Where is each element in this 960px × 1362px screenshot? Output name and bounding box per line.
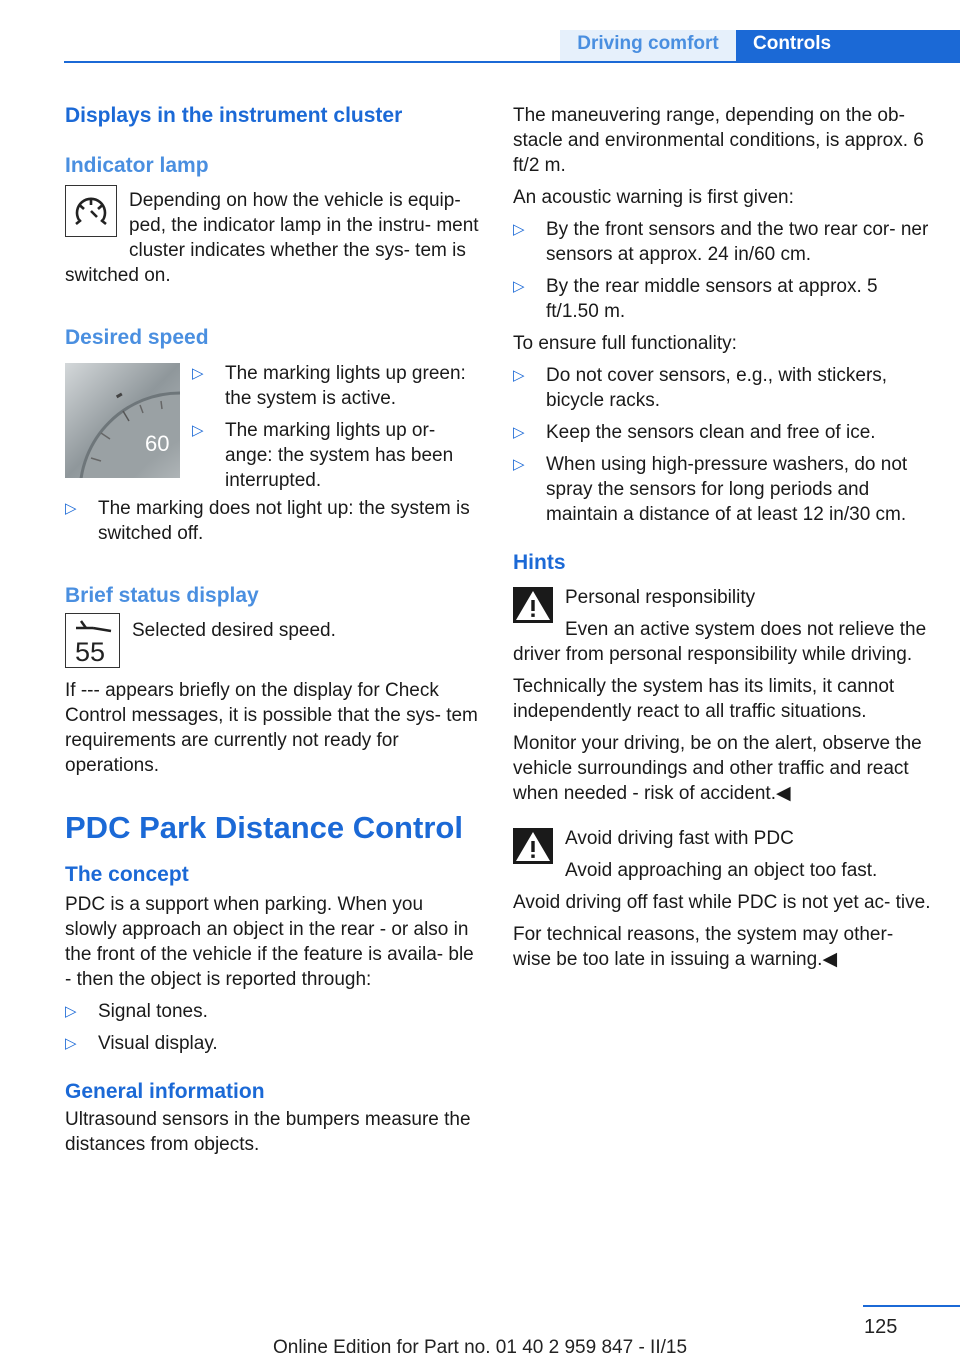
list-item-text: The marking does not light up: the system is switched off. [98,498,470,544]
list-item [513,274,933,324]
list-item-text: By the front sensors and the two rear cor‐ ner sensors at approx. 24 in/60 cm. [546,219,929,265]
warning-icon [513,828,553,864]
list-item [513,363,933,413]
indicator-block [65,188,480,288]
warning-block-2 [513,826,933,883]
bullet-glyph: ▷ [192,422,204,439]
warning-1-paragraph-3: Monitor your driving, be on the alert, observe the vehicle surroundings and other traffic and react when needed - risk of accident.◀ [513,733,922,804]
desired-block [65,361,480,546]
concept-text: PDC is a support when parking. When you slowly approach an object in the rear - or also in the front of the vehicle if the feature is availa‐ ble - then the object is reported through: [65,894,474,990]
indicator-text: Depending on how the vehicle is equip‐ ped, the indicator lamp in the instru‐ ment cluster indicates whether the sys‐ tem is switched on. [65,190,479,286]
list-item-text: Do not cover sensors, e.g., with stickers, bicycle racks. [546,365,888,411]
bullet-glyph: ▷ [65,500,77,517]
bullet-glyph: ▷ [192,365,204,382]
bullet-glyph: ▷ [513,221,525,238]
list-item [65,999,480,1024]
warning-2-paragraph-3: For technical reasons, the system may other‐ wise be too late in issuing a warning.◀ [513,924,894,970]
left-column [65,100,480,1157]
speed-icon-number: 55 [75,637,106,666]
warning-block-1 [513,585,933,667]
general-text: Ultrasound sensors in the bumpers measure the distances from objects. [65,1109,471,1155]
warning-1-paragraph-2: Technically the system has its limits, it cannot independently react to all traffic situations. [513,676,895,722]
header-rule [64,61,960,63]
bullet-glyph: ▷ [513,367,525,384]
function-bullets [513,363,933,527]
bullet-glyph: ▷ [513,424,525,441]
heading-concept: The concept [65,863,189,886]
list-item-text: The marking lights up or‐ ange: the system has been interrupted. [225,420,454,491]
cruise-control-icon [65,185,117,237]
warning-icon [513,587,553,623]
list-item-text: The marking lights up green: the system is active. [225,363,466,409]
footer-edition: Online Edition for Part no. 01 40 2 959 847 - II/15 [272,1337,688,1358]
list-item-text: Signal tones. [98,1001,208,1022]
speedometer-gauge-image [65,363,180,478]
acoustic-bullets [513,217,933,324]
bullet-glyph: ▷ [65,1003,77,1020]
acoustic-text: An acoustic warning is first given: [513,187,794,208]
header-section-tab: Driving comfort [560,30,736,61]
list-item [65,1031,480,1056]
heading-displays: Displays in the instrument cluster [65,104,403,127]
warning-2-text: Avoid approaching an object too fast. [565,860,878,881]
page-number: 125 [864,1316,898,1338]
gauge-number: 60 [145,431,170,456]
list-item [513,217,933,267]
range-text: The maneuvering range, depending on the ob‐ stacle and environmental conditions, is approx. 6 ft/2 m. [513,105,924,176]
heading-brief-status: Brief status display [65,584,259,607]
heading-general-info: General information [65,1080,265,1103]
warning-1-title: Personal responsibility [565,587,756,608]
bullet-glyph: ▷ [513,456,525,473]
bullet-glyph: ▷ [65,1035,77,1052]
desired-bullets-top [192,361,480,493]
heading-hints: Hints [513,551,566,574]
brief-text: Selected desired speed. [132,620,336,641]
list-item [192,418,480,493]
heading-desired-speed: Desired speed [65,326,209,349]
list-item-text: By the rear middle sensors at approx. 5 ft/1.50 m. [546,276,878,322]
warning-2-paragraph-2: Avoid driving off fast while PDC is not yet ac‐ tive. [513,892,931,913]
heading-pdc: PDC Park Distance Control [65,810,463,845]
bullet-glyph: ▷ [513,278,525,295]
list-item-text: When using high-pressure washers, do not spray the sensors for long periods and maintain a distance of at least 12 in/30 cm. [546,454,908,525]
footer-rule [863,1305,960,1307]
right-column [513,100,933,972]
speed-status-icon [65,613,120,668]
warning-1-text: Even an active system does not relieve the driver from personal responsibility while driving. [513,619,927,665]
function-text: To ensure full functionality: [513,333,737,354]
brief-block [65,618,480,668]
warning-2-title: Avoid driving fast with PDC [565,828,794,849]
list-item [513,420,933,445]
list-item-text: Keep the sensors clean and free of ice. [546,422,876,443]
brief-note: If --- appears briefly on the display for Check Control messages, it is possible that the sys‐ tem requirements are currently not ready for operations. [65,680,478,776]
heading-indicator-lamp: Indicator lamp [65,154,209,177]
list-item-text: Visual display. [98,1033,218,1054]
list-item [65,496,480,546]
concept-bullets [65,999,480,1056]
header-chapter-tab: Controls [736,30,960,61]
list-item [192,361,480,411]
list-item [513,452,933,527]
